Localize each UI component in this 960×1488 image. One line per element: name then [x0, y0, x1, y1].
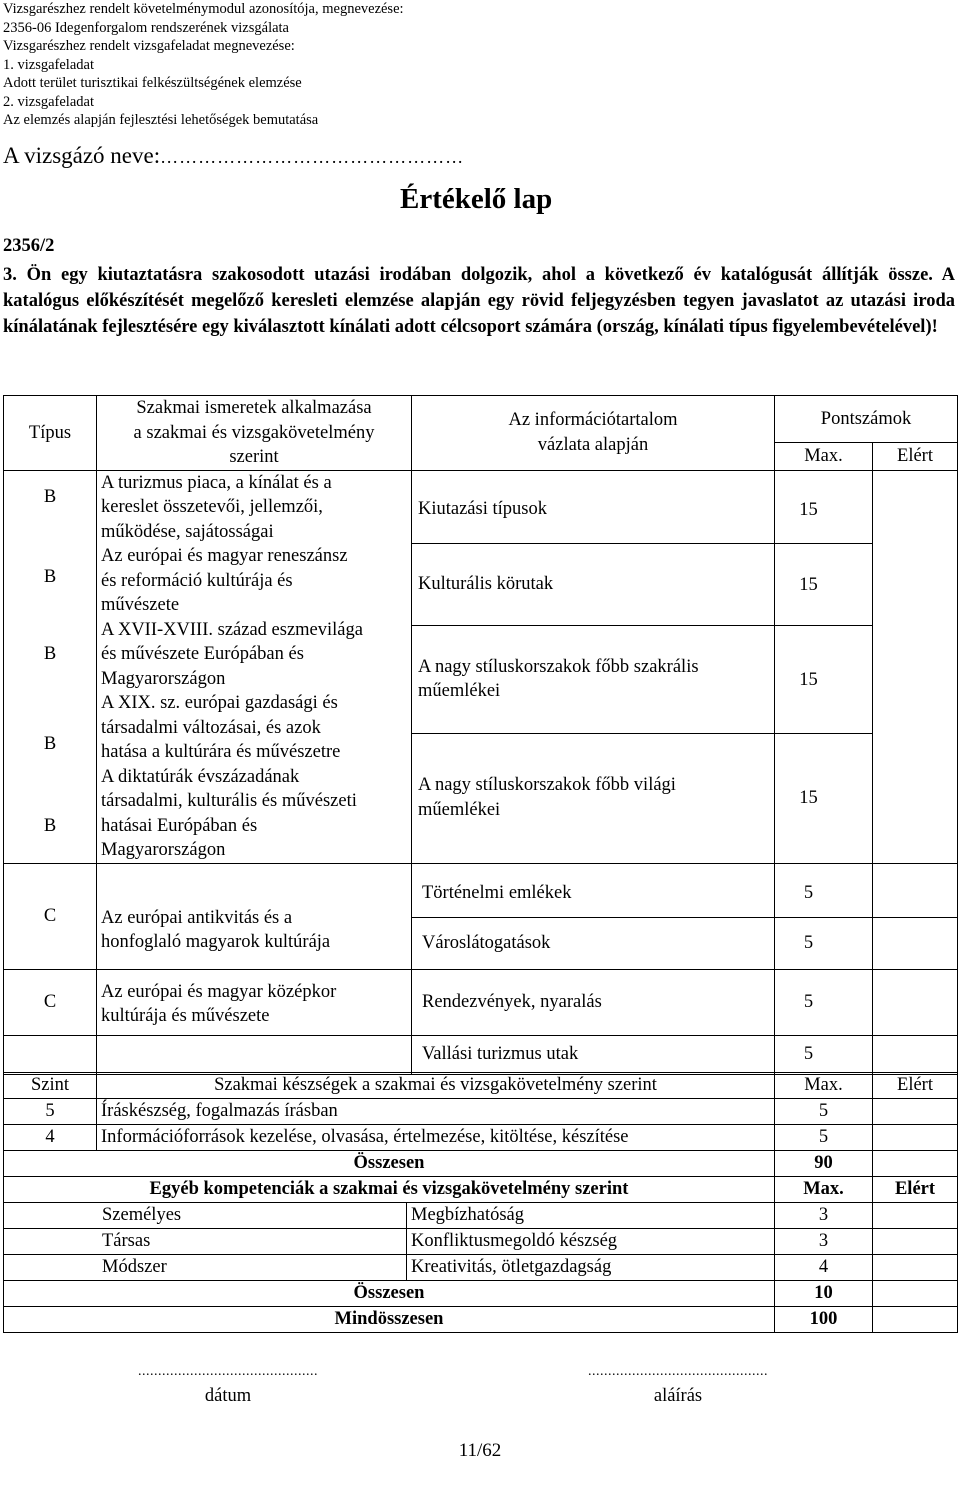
info-item: Városlátogatások [412, 917, 775, 969]
type-item: B [43, 643, 57, 664]
skill-line: Magyarországon [101, 668, 226, 689]
level-header: Szint [4, 1073, 97, 1099]
skill-line: hatásai Európában és [101, 815, 258, 836]
max-value: 15 [799, 787, 818, 808]
achieved-value [873, 1035, 958, 1074]
max-value: 5 [775, 1035, 873, 1074]
page-title: Értékelő lap [400, 183, 553, 215]
header-line: 1. vizsgafeladat [3, 56, 94, 73]
skill-line: művészete [101, 595, 180, 615]
skill-item [101, 544, 407, 618]
achieved-value [873, 1151, 958, 1177]
competence-category: Módszer [4, 1255, 407, 1281]
achieved-value [873, 1125, 958, 1151]
info-header [412, 396, 775, 471]
signature-dots: ............................................. [588, 1364, 768, 1379]
level-value: 4 [4, 1125, 97, 1151]
skill-header [97, 396, 412, 471]
achieved-header: Elért [873, 1073, 958, 1099]
info-line: műemlékei [418, 799, 501, 820]
max-value: 15 [775, 544, 872, 626]
skill-line: Az európai antikvitás és a [101, 907, 293, 928]
type-header: Típus [4, 396, 97, 471]
achieved-cell [873, 470, 958, 863]
grand-total-label: Mindösszesen [4, 1307, 775, 1333]
skill-line: és művészete Európában és [101, 644, 304, 664]
info-item: Vallási turizmus utak [412, 1035, 775, 1074]
total-label: Összesen [4, 1281, 775, 1307]
achieved-value [873, 1307, 958, 1333]
info-header-line: vázlata alapján [537, 434, 649, 455]
skill-line: A turizmus piaca, a kínálat és a [101, 472, 332, 493]
max-header: Max. [775, 1177, 873, 1203]
skill-line: honfoglaló magyarok kultúrája [101, 932, 331, 952]
skill-item [101, 765, 407, 863]
max-header: Max. [775, 443, 873, 470]
type-item: C [4, 969, 97, 1035]
achieved-value [873, 969, 958, 1035]
header-line: 2356-06 Idegenforgalom rendszerének vizsgálata [3, 19, 289, 36]
achieved-value [873, 1281, 958, 1307]
info-line: műemlékei [418, 681, 501, 701]
empty-cell [97, 1035, 412, 1074]
max-value: 5 [775, 969, 873, 1035]
skill-line: és reformáció kultúrája és [101, 570, 293, 591]
header-line: Az elemzés alapján fejlesztési lehetőségek bemutatása [3, 112, 319, 128]
skill-line: társadalmi, kulturális és művészeti [101, 791, 357, 811]
skill-item [97, 863, 412, 969]
candidate-dots: ………………………………………… [160, 147, 465, 167]
skill-header-line: szerint [229, 447, 279, 467]
date-dots: ............................................. [138, 1364, 318, 1379]
competence-skill: Kreativitás, ötletgazdagság [407, 1255, 775, 1281]
type-item: B [43, 566, 57, 587]
skills-header: Szakmai készségek a szakmai és vizsgakövetelmény szerint [97, 1073, 775, 1099]
skill-line: hatása a kultúrára és művészetre [101, 742, 341, 762]
max-value: 5 [775, 1099, 873, 1125]
other-header: Egyéb kompetenciák a szakmai és vizsgakövetelmény szerint [4, 1177, 775, 1203]
skill-line: Magyarországon [101, 840, 226, 860]
max-value: 15 [775, 626, 872, 734]
max-value: 3 [775, 1203, 873, 1229]
achieved-value [873, 917, 958, 969]
skill-header-line: Szakmai ismeretek alkalmazása [136, 398, 372, 418]
max-value: 3 [775, 1229, 873, 1255]
type-item: B [43, 815, 57, 836]
header-line: Adott terület turisztikai felkészültségének elemzése [3, 75, 302, 91]
signature-label: aláírás [653, 1386, 703, 1406]
candidate-name-line [3, 143, 464, 169]
header-line: Vizsgarészhez rendelt követelménymodul azonosítója, megnevezése: [3, 1, 404, 17]
achieved-value [873, 1229, 958, 1255]
info-line: A nagy stíluskorszakok főbb világi [418, 775, 676, 795]
type-item: C [4, 863, 97, 969]
total-value: 10 [775, 1281, 873, 1307]
competence-category: Társas [4, 1229, 407, 1255]
max-value: 15 [775, 471, 872, 544]
achieved-header: Elért [873, 443, 958, 470]
page-number: 11/62 [458, 1440, 502, 1461]
skill-line: kereslet összetevői, jellemzői, [101, 497, 323, 517]
achieved-value [873, 1255, 958, 1281]
type-item: B [43, 486, 57, 507]
max-value: 5 [775, 1125, 873, 1151]
points-header: Pontszámok [775, 396, 958, 443]
max-cell [775, 470, 873, 863]
skill-header-line: a szakmai és vizsgakövetelmény [133, 422, 375, 443]
max-value: 5 [775, 917, 873, 969]
skill-item [97, 969, 412, 1035]
competence-table [3, 1072, 958, 1333]
achieved-value [873, 863, 958, 917]
max-header: Max. [775, 1073, 873, 1099]
skill-line: működése, sajátosságai [101, 521, 274, 542]
skill-line: A XIX. sz. európai gazdasági és [101, 693, 338, 713]
header-line: Vizsgarészhez rendelt vizsgafeladat megnevezése: [3, 38, 295, 54]
achieved-value [873, 1099, 958, 1125]
competence-category: Személyes [4, 1203, 407, 1229]
max-value: 4 [775, 1255, 873, 1281]
skill-line: A diktatúrák évszázadának [101, 766, 300, 787]
achieved-value [873, 1203, 958, 1229]
info-item [412, 471, 774, 544]
info-item [412, 734, 774, 862]
skill-item [101, 618, 407, 692]
knowledge-table [3, 395, 958, 1075]
skill-line: Az európai és magyar reneszánsz [101, 546, 348, 566]
grand-total-value: 100 [775, 1307, 873, 1333]
info-cell [412, 470, 775, 863]
skill-line: Az európai és magyar középkor [101, 981, 337, 1002]
info-item: Történelmi emlékek [412, 863, 775, 917]
document-header [3, 0, 404, 130]
skill-cell [97, 470, 412, 863]
skill-line: társadalmi változásai, és azok [101, 717, 321, 738]
info-line: A nagy stíluskorszakok főbb szakrális [418, 656, 699, 677]
date-label: dátum [204, 1386, 252, 1406]
achieved-header: Elért [873, 1177, 958, 1203]
skill-item [101, 691, 407, 765]
info-line: Kulturális körutak [418, 573, 554, 594]
competence-skill: Megbízhatóság [407, 1203, 775, 1229]
candidate-label: A vizsgázó neve: [3, 143, 161, 168]
empty-cell [4, 1035, 97, 1074]
level-value: 5 [4, 1099, 97, 1125]
info-header-line: Az információtartalom [508, 410, 678, 431]
max-value: 5 [775, 863, 873, 917]
info-item [412, 544, 774, 626]
skill-text: Íráskészség, fogalmazás írásban [97, 1099, 775, 1125]
task-code: 2356/2 [3, 236, 55, 256]
info-item [412, 626, 774, 734]
type-cell [4, 470, 97, 863]
header-line: 2. vizsgafeladat [3, 93, 94, 110]
signature-block [538, 1360, 818, 1408]
skill-line: A XVII-XVIII. század eszmevilága [101, 619, 363, 640]
task-description: 3. Ön egy kiutaztatásra szakosodott utazási irodában dolgozik, ahol a következő év katalógusát állítják össze. A katalógus előkészítését megelőző keresleti elemzése alapján egy rövid feljegyzésben tegyen javaslatot az utazási iroda kínálatának fejlesztésére egy kiválasztott kínálati adott célcsoport számára (ország, kínálati típus figyelembevételével)! [3, 265, 955, 338]
type-item: B [43, 733, 57, 754]
competence-skill: Konfliktusmegoldó készség [407, 1229, 775, 1255]
skill-text: Információforrások kezelése, olvasása, értelmezése, kitöltése, készítése [97, 1125, 775, 1151]
info-item: Rendezvények, nyaralás [412, 969, 775, 1035]
info-line: Kiutazási típusok [418, 499, 547, 520]
total-label: Összesen [4, 1151, 775, 1177]
total-value: 90 [775, 1151, 873, 1177]
skill-line: kultúrája és művészete [101, 1006, 270, 1026]
skill-item [101, 471, 407, 545]
date-signature [88, 1360, 368, 1408]
